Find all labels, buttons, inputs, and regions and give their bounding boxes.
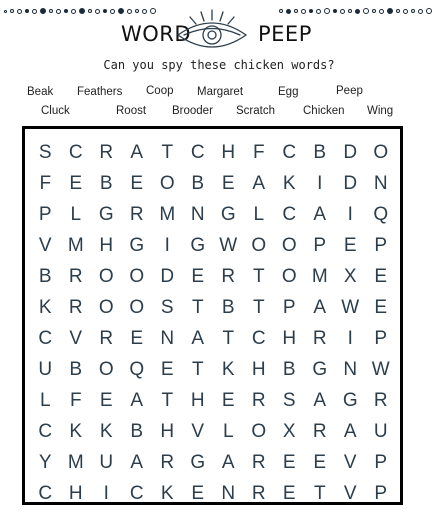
- dot: [294, 9, 298, 13]
- grid-letter: P: [374, 451, 388, 473]
- dot: [49, 9, 53, 13]
- grid-letter: T: [191, 358, 204, 380]
- grid-letter: T: [161, 389, 174, 411]
- dot: [79, 8, 85, 14]
- dot: [340, 9, 345, 14]
- word-bank-item: Scratch: [236, 105, 275, 117]
- grid-letter: Y: [38, 451, 52, 473]
- grid-letter: M: [67, 451, 84, 473]
- word-bank-item: Egg: [278, 86, 299, 98]
- grid-letter: C: [129, 482, 144, 504]
- grid-letter: R: [129, 203, 144, 225]
- grid-letter: E: [69, 172, 83, 194]
- grid-letter: V: [343, 482, 357, 504]
- grid-letter: A: [130, 141, 144, 163]
- grid-letter: X: [343, 265, 357, 287]
- eye-icon: [175, 8, 249, 54]
- grid-letter: T: [191, 296, 204, 318]
- grid-letter: A: [191, 327, 205, 349]
- dot: [355, 9, 360, 14]
- grid-letter: I: [103, 482, 109, 504]
- grid-letter: K: [282, 172, 296, 194]
- grid-letter: K: [69, 420, 83, 442]
- grid-letter: V: [69, 327, 83, 349]
- grid-letter: T: [161, 141, 174, 163]
- dot: [95, 9, 100, 14]
- grid-letter: K: [99, 420, 113, 442]
- grid-letter: K: [160, 482, 174, 504]
- grid-letter: G: [190, 234, 206, 256]
- grid-letter: P: [282, 296, 296, 318]
- dot: [135, 9, 139, 13]
- grid-letter: A: [130, 451, 144, 473]
- grid-letter: L: [39, 389, 51, 411]
- dot: [88, 9, 92, 13]
- grid-letter: C: [190, 141, 205, 163]
- grid-letter: E: [374, 296, 388, 318]
- grid-letter: H: [99, 234, 114, 256]
- grid-letter: O: [251, 420, 267, 442]
- grid-letter: T: [222, 327, 235, 349]
- dot: [127, 9, 132, 14]
- grid-letter: R: [160, 451, 175, 473]
- dot: [142, 9, 147, 14]
- grid-letter: P: [38, 203, 52, 225]
- grid-letter: E: [343, 234, 357, 256]
- dot: [387, 8, 393, 14]
- grid-letter: W: [219, 234, 238, 256]
- grid-letter: N: [190, 203, 205, 225]
- dot: [372, 9, 376, 13]
- dot: [379, 9, 384, 14]
- grid-letter: R: [251, 389, 266, 411]
- grid-letter: N: [343, 358, 358, 380]
- decorative-dots-left: [4, 6, 156, 16]
- grid-letter: O: [281, 265, 297, 287]
- grid-letter: C: [38, 482, 53, 504]
- grid-letter: G: [312, 358, 328, 380]
- grid-letter: W: [341, 296, 360, 318]
- word-bank-item: Chicken: [303, 105, 345, 117]
- grid-letter: U: [38, 358, 53, 380]
- grid-letter: G: [190, 451, 206, 473]
- grid-letter: R: [221, 265, 236, 287]
- grid-letter: O: [251, 234, 267, 256]
- grid-letter: S: [38, 141, 52, 163]
- grid-letter: R: [251, 451, 266, 473]
- dot: [286, 9, 291, 14]
- grid-letter: S: [160, 296, 174, 318]
- grid-letter: B: [191, 172, 205, 194]
- grid-letter: U: [373, 420, 388, 442]
- grid-letter: E: [130, 172, 144, 194]
- dot: [17, 9, 22, 14]
- grid-letter: E: [191, 482, 205, 504]
- grid-letter: I: [164, 234, 170, 256]
- dot: [40, 8, 46, 14]
- grid-letter: B: [130, 420, 144, 442]
- grid-letter: C: [38, 420, 53, 442]
- dot: [110, 9, 115, 14]
- grid-letter: L: [253, 203, 265, 225]
- grid-letter: A: [252, 172, 266, 194]
- grid-letter: B: [221, 296, 235, 318]
- grid-letter: V: [191, 420, 205, 442]
- word-bank-item: Peep: [336, 85, 363, 97]
- grid-letter: E: [374, 265, 388, 287]
- grid-letter: E: [313, 451, 327, 473]
- dot: [411, 9, 415, 13]
- grid-letter: T: [252, 296, 265, 318]
- grid-letter: E: [99, 389, 113, 411]
- grid-letter: D: [343, 172, 358, 194]
- grid-letter: W: [371, 358, 390, 380]
- grid-letter: A: [221, 451, 235, 473]
- dot: [309, 9, 313, 13]
- grid-letter: N: [160, 327, 175, 349]
- grid-letter: A: [130, 389, 144, 411]
- dot: [64, 9, 68, 13]
- grid-letter: E: [221, 172, 235, 194]
- grid-letter: F: [69, 389, 82, 411]
- grid-letter: H: [251, 358, 266, 380]
- grid-letter: O: [373, 141, 389, 163]
- grid-letter: P: [374, 327, 388, 349]
- grid-letter: N: [221, 482, 236, 504]
- grid-letter: G: [129, 234, 145, 256]
- dot: [324, 8, 330, 14]
- dot: [333, 9, 337, 13]
- grid-letter: I: [347, 327, 353, 349]
- grid-letter: G: [220, 203, 236, 225]
- title-word-left: WORD: [121, 22, 192, 46]
- subtitle: Can you spy these chicken words?: [103, 58, 335, 72]
- grid-letter: O: [98, 265, 114, 287]
- grid-letter: A: [313, 296, 327, 318]
- grid-letter: A: [313, 203, 327, 225]
- grid-letter: H: [221, 141, 236, 163]
- grid-letter: O: [98, 296, 114, 318]
- grid-letter: P: [374, 234, 388, 256]
- grid-letter: T: [252, 265, 265, 287]
- grid-letter: Q: [373, 203, 389, 225]
- letter-grid: [30, 137, 395, 509]
- dot: [25, 9, 29, 13]
- grid-letter: X: [282, 420, 296, 442]
- dot: [71, 9, 76, 14]
- grid-letter: E: [191, 265, 205, 287]
- grid-letter: C: [68, 141, 83, 163]
- grid-letter: A: [343, 420, 357, 442]
- word-bank-item: Beak: [27, 86, 54, 98]
- grid-letter: C: [282, 203, 297, 225]
- word-bank-item: Wing: [367, 105, 394, 117]
- grid-letter: G: [342, 389, 358, 411]
- grid-letter: V: [38, 234, 52, 256]
- grid-letter: R: [68, 265, 83, 287]
- grid-letter: R: [312, 420, 327, 442]
- grid-letter: P: [313, 234, 327, 256]
- grid-letter: E: [160, 358, 174, 380]
- grid-letter: E: [130, 327, 144, 349]
- grid-letter: O: [98, 358, 114, 380]
- grid-letter: E: [282, 482, 296, 504]
- grid-letter: H: [282, 327, 297, 349]
- dot: [418, 9, 423, 14]
- grid-letter: R: [99, 141, 114, 163]
- dot: [150, 8, 156, 14]
- grid-letter: B: [99, 172, 113, 194]
- word-bank-item: Coop: [146, 85, 174, 97]
- grid-letter: I: [347, 203, 353, 225]
- grid-letter: V: [343, 451, 357, 473]
- grid-letter: M: [67, 234, 84, 256]
- dot: [403, 9, 408, 14]
- grid-letter: E: [282, 451, 296, 473]
- grid-letter: R: [251, 482, 266, 504]
- grid-letter: R: [99, 327, 114, 349]
- dot: [32, 9, 37, 14]
- grid-letter: K: [38, 296, 52, 318]
- grid-letter: M: [311, 265, 328, 287]
- dot: [10, 9, 14, 13]
- grid-letter: B: [313, 141, 327, 163]
- decorative-dots-right: [279, 6, 432, 16]
- grid-letter: H: [190, 389, 205, 411]
- grid-letter: O: [129, 296, 145, 318]
- grid-letter: I: [317, 172, 323, 194]
- grid-letter: L: [70, 203, 82, 225]
- dot: [118, 8, 124, 14]
- grid-letter: F: [252, 141, 265, 163]
- grid-letter: O: [159, 172, 175, 194]
- grid-letter: S: [282, 389, 296, 411]
- grid-letter: T: [313, 482, 326, 504]
- grid-letter: A: [313, 389, 327, 411]
- grid-letter: O: [129, 265, 145, 287]
- grid-letter: B: [38, 265, 52, 287]
- word-bank-item: Feathers: [77, 86, 123, 98]
- grid-letter: E: [221, 389, 235, 411]
- dot: [279, 9, 283, 13]
- word-bank-item: Brooder: [172, 105, 213, 117]
- grid-letter: O: [281, 234, 297, 256]
- grid-letter: G: [98, 203, 114, 225]
- dot: [426, 8, 432, 14]
- grid-letter: Q: [129, 358, 145, 380]
- grid-letter: C: [38, 327, 53, 349]
- dot: [56, 9, 61, 14]
- dot: [396, 9, 400, 13]
- word-bank-item: Cluck: [41, 105, 70, 117]
- dot: [316, 9, 321, 14]
- grid-letter: H: [160, 420, 175, 442]
- grid-letter: U: [99, 451, 114, 473]
- grid-letter: C: [282, 141, 297, 163]
- grid-letter: H: [68, 482, 83, 504]
- grid-letter: D: [343, 141, 358, 163]
- dot: [301, 9, 306, 14]
- grid-letter: K: [221, 358, 235, 380]
- grid-letter: P: [374, 482, 388, 504]
- title-word-right: PEEP: [258, 22, 312, 46]
- dot: [4, 10, 7, 13]
- dot: [348, 9, 352, 13]
- grid-letter: C: [251, 327, 266, 349]
- grid-letter: F: [39, 172, 52, 194]
- grid-letter: N: [373, 172, 388, 194]
- word-bank-item: Margaret: [197, 86, 244, 98]
- grid-letter: B: [69, 358, 83, 380]
- word-bank-item: Roost: [116, 105, 147, 117]
- grid-letter: R: [312, 327, 327, 349]
- dot: [363, 8, 369, 14]
- grid-letter: B: [282, 358, 296, 380]
- grid-letter: R: [68, 296, 83, 318]
- grid-letter: M: [159, 203, 176, 225]
- grid-letter: D: [160, 265, 175, 287]
- grid-letter: R: [373, 389, 388, 411]
- grid-letter: L: [222, 420, 234, 442]
- dot: [103, 9, 107, 13]
